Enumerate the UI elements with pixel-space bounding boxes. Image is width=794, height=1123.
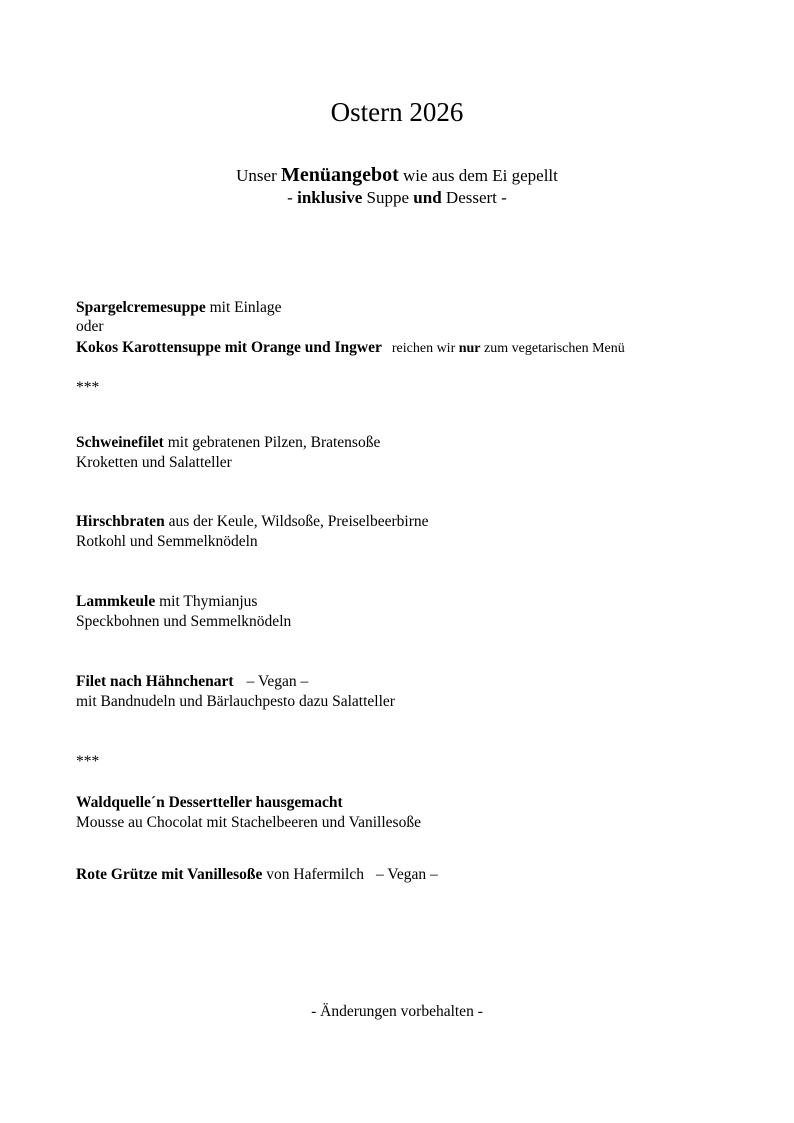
inclusive-suppe: Suppe [362, 188, 414, 207]
main-4-line2: mit Bandnudeln und Bärlauchpesto dazu Salatteller [76, 693, 395, 710]
dessert-2 [76, 865, 438, 885]
dessert-2-desc: von Hafermilch [262, 866, 364, 883]
inclusive-dash-open: - [287, 188, 298, 207]
main-2-name: Hirschbraten [76, 513, 165, 530]
dessert-2-vegan-tag: – Vegan – [376, 866, 438, 883]
subtitle-suffix: wie aus dem Ei gepellt [398, 166, 558, 185]
soup-2-note-bold: nur [458, 341, 481, 356]
soup-1-name: Spargelcremesuppe [76, 299, 206, 316]
subtitle-prefix: Unser [236, 166, 281, 185]
main-2-line2: Rotkohl und Semmelknödeln [76, 533, 258, 550]
inclusive-bold: inklusive [297, 188, 363, 207]
main-2 [76, 512, 428, 532]
soup-2 [76, 338, 625, 359]
inclusive-dessert: Dessert - [441, 188, 507, 207]
soup-1 [76, 298, 282, 318]
soup-2-note-suffix: zum vegetarischen Menü [480, 341, 625, 356]
menu-subtitle [0, 162, 794, 189]
main-1-line2: Kroketten und Salatteller [76, 454, 232, 471]
inclusive-note [0, 187, 794, 209]
soup-1-desc: mit Einlage [205, 299, 282, 316]
dessert-2-name: Rote Grütze mit Vanillesoße [76, 866, 263, 883]
dessert-1-line2: Mousse au Chocolat mit Stachelbeeren und Vanillesoße [76, 814, 421, 831]
subtitle-highlight: Menüangebot [280, 164, 399, 186]
footer-note: - Änderungen vorbehalten - [311, 1003, 483, 1020]
inclusive-und: und [413, 188, 442, 207]
soup-2-note [392, 341, 625, 356]
main-2-desc: aus der Keule, Wildsoße, Preiselbeerbirne [164, 513, 429, 530]
main-4-vegan-tag: – Vegan – [246, 673, 309, 690]
main-1-desc: mit gebratenen Pilzen, Bratensoße [163, 434, 381, 451]
main-3 [76, 592, 257, 612]
main-1-name: Schweinefilet [76, 434, 164, 451]
soup-2-note-prefix: reichen wir [391, 341, 459, 356]
separator-1: *** [76, 379, 100, 396]
soup-or: oder [76, 318, 104, 335]
dessert-1-name: Waldquelle´n Dessertteller hausgemacht [76, 794, 343, 811]
page-title: Ostern 2026 [330, 97, 464, 127]
separator-2: *** [76, 753, 100, 770]
main-3-name: Lammkeule [76, 593, 156, 610]
main-1 [76, 433, 380, 453]
main-4 [76, 672, 308, 692]
soup-2-name: Kokos Karottensuppe mit Orange und Ingwer [76, 339, 382, 356]
main-3-desc: mit Thymianjus [155, 593, 258, 610]
main-3-line2: Speckbohnen und Semmelknödeln [76, 613, 292, 630]
main-4-name: Filet nach Hähnchenart [76, 673, 234, 690]
